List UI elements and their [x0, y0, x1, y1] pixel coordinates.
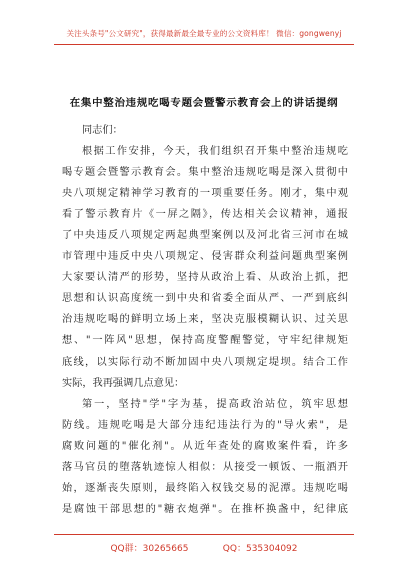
qq-number: 535304092	[245, 544, 298, 554]
paragraph-1-line: 央八项规定精神学习教育的一项重要任务。刚才，集中观	[62, 188, 348, 200]
paragraph-1-line: 看了警示教育片《一屏之隔》，传达相关会议精神，通报	[62, 209, 348, 221]
paragraph-1-line: 根据工作安排，今天，我们组织召开集中整治违规吃	[82, 146, 348, 158]
salutation: 同志们：	[82, 125, 123, 136]
promo-header: 关注头条号"公文研究"，获得最新最全最专业的公文资料库！ 微信：gongwenyj	[66, 29, 342, 38]
qq-group-label: QQ群：	[110, 544, 143, 554]
paragraph-2-line: 腐败问题的"催化剂"。从近年查处的腐败案件看，许多	[62, 440, 348, 452]
paragraph-2-line: 第一，坚持"学"字为基，提高政治站位，筑牢思想	[82, 398, 348, 410]
header-divider	[54, 44, 354, 45]
paragraph-1-line: 喝专题会暨警示教育会。集中整治违规吃喝是深入贯彻中	[62, 167, 348, 179]
qq-group-number: 30265665	[142, 544, 189, 554]
document-title: 在集中整治违规吃喝专题会暨警示教育会上的讲话提纲	[69, 97, 339, 109]
document-body	[62, 120, 348, 520]
paragraph-1-line: 思想和认识高度统一到中央和省委全面从严、一严到底纠	[62, 293, 348, 305]
paragraph-1-line: 大家要认清严的形势，坚持从政治上看、从政治上抓，把	[62, 272, 348, 284]
qq-label: QQ：	[222, 544, 246, 554]
paragraph-1-line: 实际，我再强调几点意见：	[62, 377, 185, 389]
footer-divider	[54, 534, 354, 535]
paragraph-2-line: 落马官员的堕落轨迹惊人相似：从接受一顿饭、一瓶酒开	[62, 461, 348, 473]
paragraph-1-line: 底线，以实际行动不断加固中央八项规定堤坝。结合工作	[62, 356, 348, 368]
paragraph-2-line: 始，逐渐丧失原则，最终陷入权钱交易的泥潭。违规吃喝	[62, 482, 348, 494]
paragraph-1	[62, 141, 348, 394]
paragraph-2	[62, 394, 348, 520]
paragraph-2-line: 防线。违规吃喝是大部分违纪违法行为的"导火索"，是	[62, 419, 348, 431]
footer-contact	[0, 541, 408, 554]
paragraph-1-line: 市管理中违反中央八项规定、侵害群众利益问题典型案例	[62, 251, 348, 263]
paragraph-1-line: 治违规吃喝的鲜明立场上来，坚决克服模糊认识、过关思	[62, 314, 348, 326]
paragraph-1-line: 了中央违反八项规定两起典型案例以及河北省三河市在城	[62, 230, 348, 242]
paragraph-1-line: 想、"一阵风"思想，保持高度警醒警觉，守牢纪律规矩	[62, 335, 348, 347]
paragraph-2-line: 是腐蚀干部思想的"糖衣炮弹"。在推杯换盏中，纪律底	[62, 503, 348, 515]
